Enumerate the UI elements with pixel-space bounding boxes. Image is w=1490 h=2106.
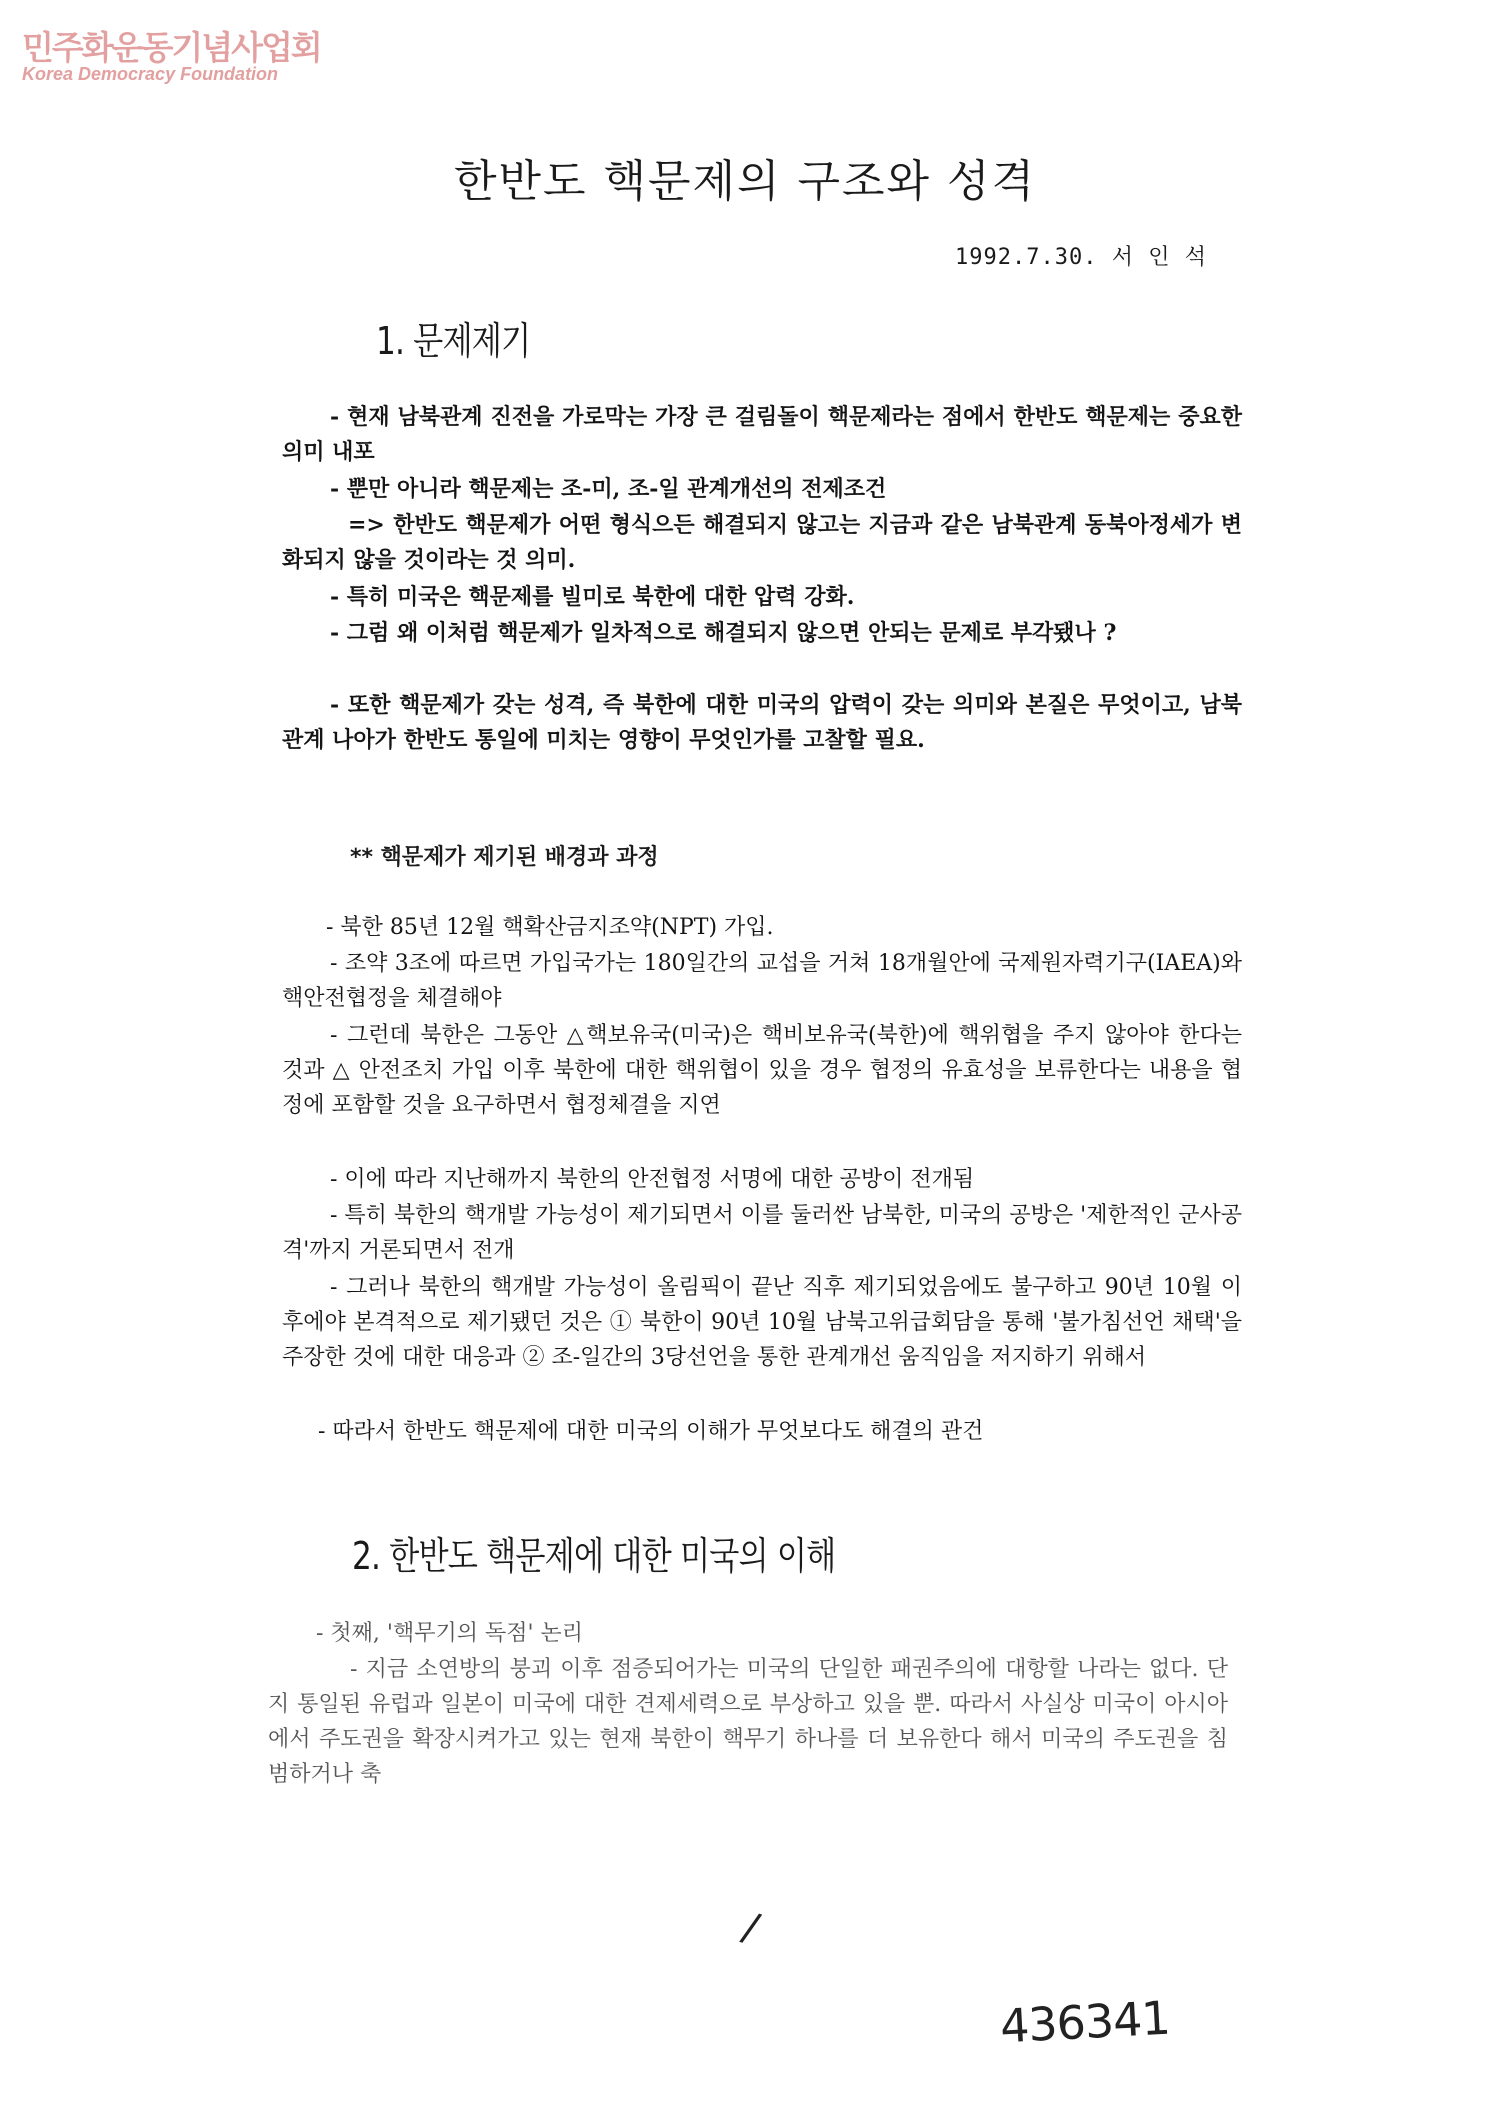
background-item-7: - 따라서 한반도 핵문제에 대한 미국의 이해가 무엇보다도 해결의 관건 (318, 1419, 984, 1444)
document-title: 한반도 핵문제의 구조와 성격 (453, 156, 1036, 207)
section1-paragraph-4: - 특히 미국은 핵문제를 빌미로 북한에 대한 압력 강화. (330, 584, 855, 610)
background-item-1: - 북한 85년 12월 핵확산금지조약(NPT) 가입. (326, 915, 774, 940)
section1-heading: 1. 문제제기 (376, 319, 531, 363)
background-item-5: - 특히 북한의 핵개발 가능성이 제기되면서 이를 둘러싼 남북한, 미국의 공방은 '제한적인 군사공격'까지 거론되면서 전개 (282, 1203, 1242, 1263)
background-item-3: - 그런데 북한은 그동안 △핵보유국(미국)은 핵비보유국(북한)에 핵위협을 주지 않아야 한다는 것과 △ 안전조치 가입 이후 북한에 대한 핵위협이 있을 경우 협정의 유효성을 보류한다는 내용을 협정에 포함할 것을 요구하면서 협정체결을 지연 (282, 1023, 1242, 1118)
section2-paragraph-1: - 첫째, '핵무기의 독점' 논리 (316, 1621, 584, 1646)
section1-paragraph-3: => 한반도 핵문제가 어떤 형식으든 해결되지 않고는 지금과 같은 남북관계 동북아정세가 변화되지 않을 것이라는 것 의미. (282, 512, 1242, 573)
section2-paragraph-2: - 지금 소연방의 붕괴 이후 점증되어가는 미국의 단일한 패권주의에 대항할 나라는 없다. 단지 통일된 유럽과 일본이 미국에 대한 견제세력으로 부상하고 있을 뿐. 따라서 사실상 미국이 아시아에서 주도권을 확장시켜가고 있는 현재 북한이 핵무기 하나를 더 보유한다 해서 미국의 주도권을 침범하거나 축 (268, 1657, 1228, 1787)
handwritten-mark: / (737, 1904, 765, 1952)
background-item-6: - 그러나 북한의 핵개발 가능성이 올림픽이 끝난 직후 제기되었음에도 불구하고 90년 10월 이후에야 본격적으로 제기됐던 것은 ① 북한이 90년 10월 남북고위급회담을 통해 '불가침선언 채택'을 주장한 것에 대한 대응과 ② 조-일간의 3당선언을 통한 관계개선 움직임을 저지하기 위해서 (282, 1275, 1242, 1370)
section1-paragraph-1: - 현재 남북관계 진전을 가로막는 가장 큰 걸림돌이 핵문제라는 점에서 한반도 핵문제는 중요한 의미 내포 (282, 404, 1242, 465)
handwritten-number: 436341 (998, 1990, 1171, 2054)
section1-paragraph-6: - 또한 핵문제가 갖는 성격, 즉 북한에 대한 미국의 압력이 갖는 의미와 본질은 무엇이고, 남북관계 나아가 한반도 통일에 미치는 영향이 무엇인가를 고찰할 필요. (282, 692, 1242, 753)
background-subheading: ** 핵문제가 제기된 배경과 과정 (350, 845, 659, 870)
watermark-english: Korea Democracy Foundation (22, 64, 279, 84)
background-item-4: - 이에 따라 지난해까지 북한의 안전협정 서명에 대한 공방이 전개됨 (330, 1167, 975, 1192)
watermark-korean: 민주화운동기념사업회 (22, 28, 321, 67)
document-dateline: 1992.7.30. 서 인 석 (955, 245, 1207, 270)
background-item-2: - 조약 3조에 따르면 가입국가는 180일간의 교섭을 거쳐 18개월안에 국제원자력기구(IAEA)와 핵안전협정을 체결해야 (282, 951, 1242, 1011)
section2-heading: 2. 한반도 핵문제에 대한 미국의 이해 (352, 1534, 836, 1578)
section1-paragraph-5: - 그럼 왜 이처럼 핵문제가 일차적으로 해결되지 않으면 안되는 문제로 부각됐나 ? (330, 620, 1117, 646)
section1-paragraph-2: - 뿐만 아니라 핵문제는 조-미, 조-일 관계개선의 전제조건 (330, 476, 887, 502)
